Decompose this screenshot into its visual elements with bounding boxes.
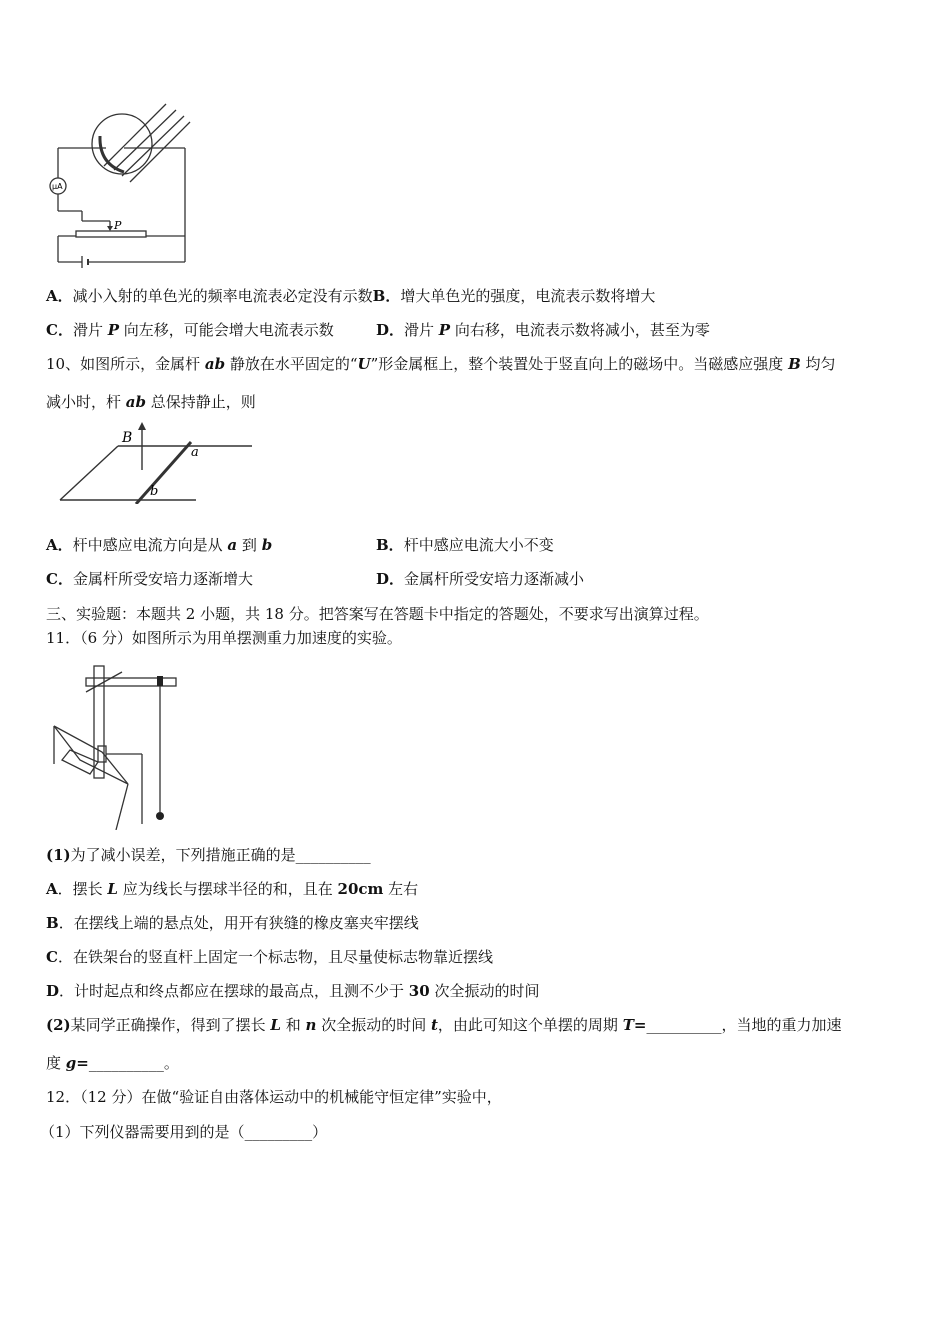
stem-text: ”形金属框上，整个装置处于竖直向上的磁场中。当磁感应强度 [370,355,789,373]
q10-option-b [376,535,554,555]
photoelectric-circuit-figure [44,96,194,271]
variable: a [227,536,238,554]
option-key: C． [46,321,73,339]
sub-label: (1) [46,846,71,864]
option-key: A． [46,536,73,554]
q11-intro [46,628,402,648]
stem-text: 如图所示，金属杆 [80,355,205,373]
value: 30 [408,982,430,1000]
equals-sign: = [76,1054,89,1072]
q12-intro [46,1087,502,1107]
variable: B [788,355,801,373]
q10-option-d [376,569,584,589]
answer-blank[interactable]: __________ [295,846,371,864]
option-text: 滑片 [404,321,439,339]
variable: T [622,1016,634,1034]
option-key: D [46,982,60,1000]
q10-stem-line-1 [46,354,836,374]
q12-sub1 [40,1122,327,1142]
equals-sign: = [633,1016,647,1034]
option-text: 应为线长与摆球半径的和，且在 [117,880,338,898]
variable: L [107,880,118,898]
option-text: 滑片 [72,321,108,339]
option-key: B． [376,536,404,554]
sub-label: (2) [46,1016,71,1034]
answer-blank[interactable]: __________ [88,1054,164,1072]
option-key: B． [372,287,401,305]
q9-option-d [376,320,710,340]
variable: L [270,1016,281,1034]
option-text: ．在摆线上端的悬点处，用开有狭缝的橡皮塞夹牢摆线 [58,914,419,932]
label-b: b [150,484,159,499]
u-frame-figure [56,422,256,504]
stem-text: ） [312,1123,328,1141]
variable: ab [125,393,146,411]
variable: P [107,321,120,339]
stem-text: 减小时，杆 [46,393,126,411]
option-text: 减小入射的单色光的频率电流表必定没有示数 [72,287,373,305]
option-text: 向右移，电流表示数将减小，甚至为零 [450,321,710,339]
option-text: 向左移，可能会增大电流表示数 [119,321,334,339]
question-number: 11． [46,629,81,647]
option-key: D． [376,570,405,588]
q11-option-b [46,913,419,933]
option-text: ．计时起点和终点都应在摆球的最高点，且测不少于 [59,982,409,1000]
option-text: 到 [237,536,262,554]
variable: b [261,536,273,554]
q10-option-c [46,569,253,589]
value: 20cm [337,880,384,898]
pendulum-bob-icon [156,812,164,820]
variable: t [430,1016,438,1034]
stem-text: ，当地的重力加速 [721,1016,842,1034]
option-text: 增大单色光的强度，电流表示数将增大 [400,287,656,305]
stem-text: 静放在水平固定的“ [225,355,358,373]
stem-text: 次全振动的时间 [316,1016,431,1034]
stem-text: 某同学正确操作，得到了摆长 [70,1016,271,1034]
pendulum-figure [50,664,180,830]
variable: n [305,1016,317,1034]
variable: P [438,321,451,339]
label-a: a [191,445,199,460]
variable: g [65,1054,77,1072]
option-key: C． [46,570,73,588]
stem-text: （12 分）在做“验证自由落体运动中的机械能守恒定律”实验中， [80,1088,502,1106]
option-key: B [46,914,59,932]
q11-option-a [46,879,418,899]
question-number: 10、 [46,355,81,373]
stem-text: 下列仪器需要用到的是（ [79,1123,245,1141]
q11-sub1 [46,845,371,865]
option-key: D． [376,321,405,339]
q9-option-c [46,320,334,340]
option-text: 金属杆所受安培力逐渐减小 [404,570,585,588]
variable: U [357,355,371,373]
option-key: A [46,880,58,898]
q11-option-c [46,947,493,967]
q10-stem-line-2 [46,392,256,412]
q10-option-a [46,535,272,555]
stem-text: 和 [280,1016,306,1034]
q11-sub2-line-1 [46,1015,841,1035]
section-title: 三、实验题：本题共 2 小题，共 18 分。把答案写在答题卡中指定的答题处，不要求写出演算过程。 [46,605,709,623]
stem-text: 。 [163,1054,179,1072]
option-text: 杆中感应电流大小不变 [403,536,554,554]
stem-text: 总保持静止，则 [146,393,256,411]
stem-text: 均匀 [800,355,836,373]
meter-label: μA [52,182,63,191]
option-key: C [46,948,58,966]
sub-label: （1） [40,1123,80,1141]
stem-text: ，由此可知这个单摆的周期 [437,1016,623,1034]
stem-text: 为了减小误差，下列措施正确的是 [70,846,296,864]
variable: ab [204,355,226,373]
option-text: 次全振动的时间 [429,982,540,1000]
option-text: 金属杆所受安培力逐渐增大 [72,570,253,588]
option-key: A． [46,287,73,305]
slider-label: P [114,219,122,232]
option-text: ．摆长 [57,880,108,898]
stem-text: 度 [46,1054,66,1072]
answer-blank[interactable]: _________ [244,1123,313,1141]
q11-sub2-line-2 [46,1053,179,1073]
q9-option-row-1 [46,286,655,306]
stem-text: （6 分）如图所示为用单摆测重力加速度的实验。 [80,629,402,647]
option-text: ．在铁架台的竖直杆上固定一个标志物，且尽量使标志物靠近摆线 [57,948,493,966]
label-b-field: B [122,430,133,446]
question-number: 12． [46,1088,81,1106]
q11-option-d [46,981,539,1001]
option-text: 左右 [383,880,419,898]
arrow-up-icon [138,422,146,430]
answer-blank[interactable]: __________ [646,1016,722,1034]
option-text: 杆中感应电流方向是从 [72,536,228,554]
